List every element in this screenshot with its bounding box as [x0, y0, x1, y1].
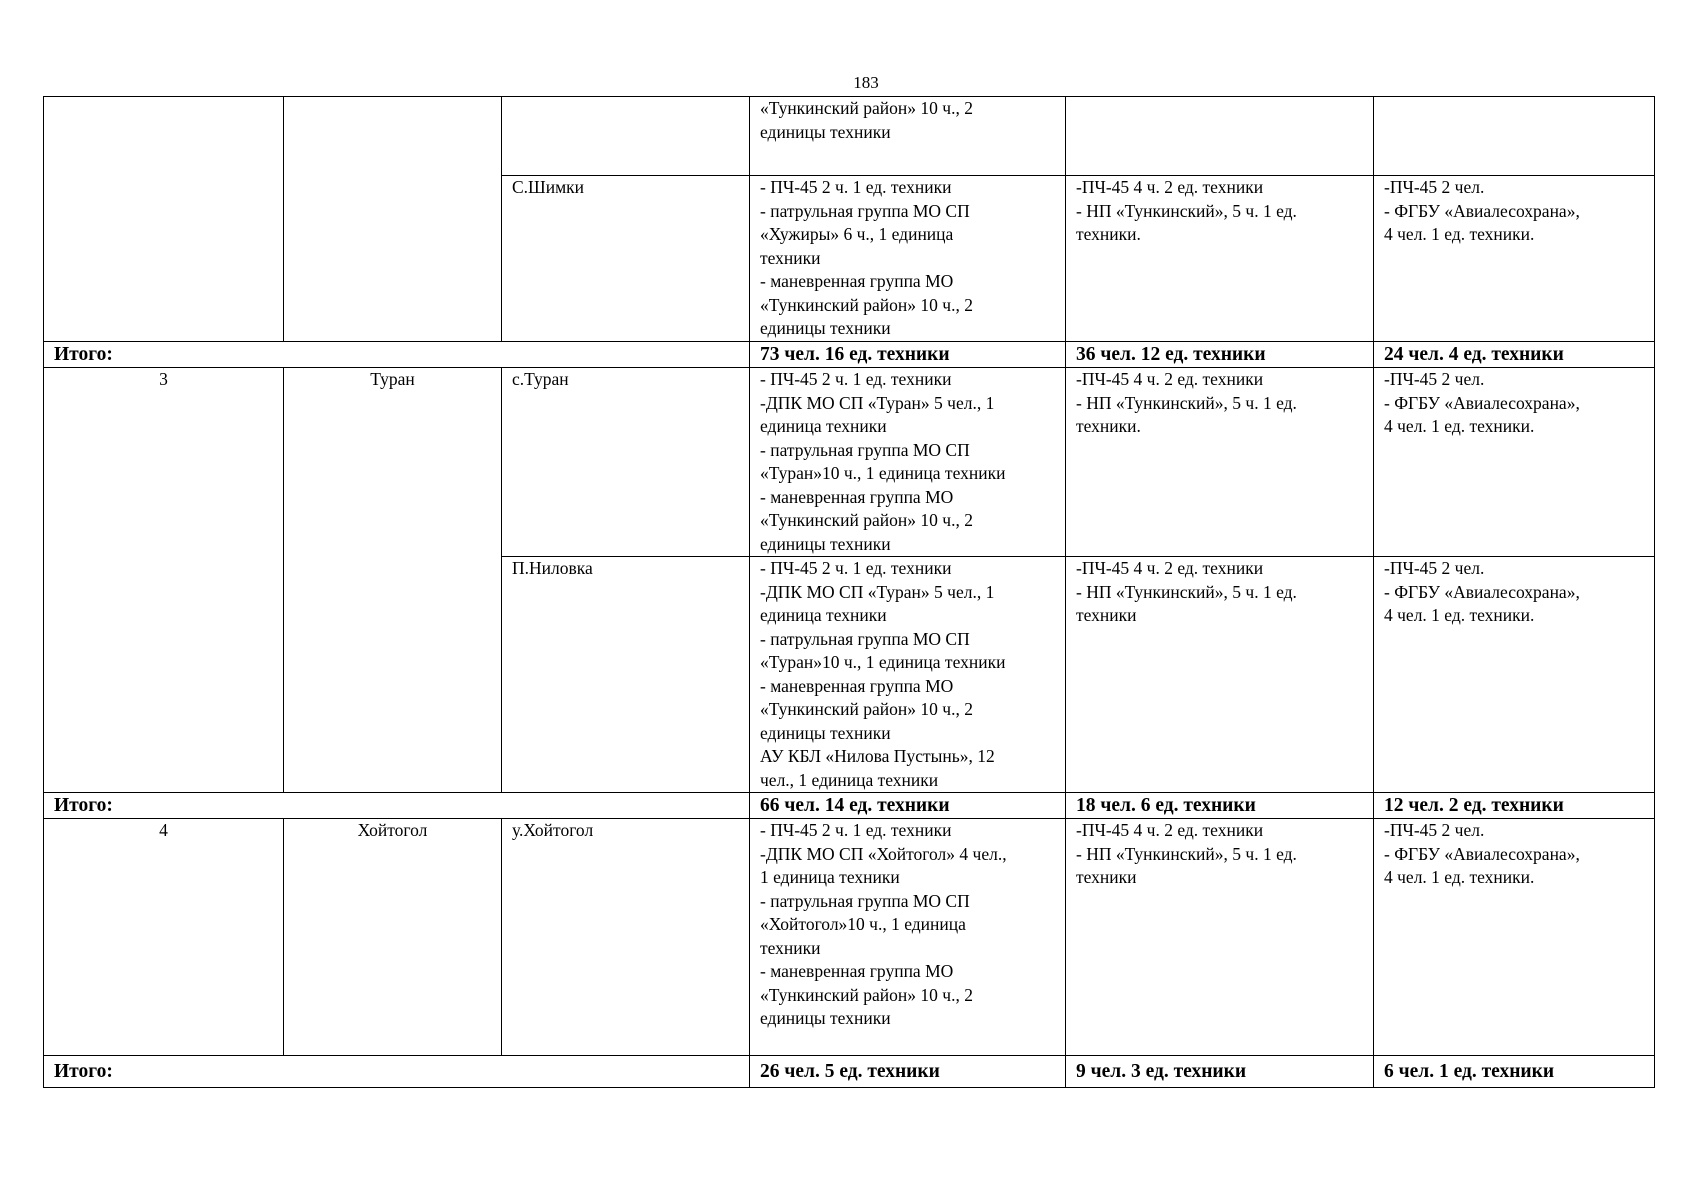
municipality-cell: Туран [284, 368, 502, 793]
forces-primary-cell: «Тункинский район» 10 ч., 2 единицы техники [750, 97, 1066, 176]
forces-reserve-cell: -ПЧ-45 2 чел. - ФГБУ «Авиалесохрана», 4 чел. 1 ед. техники. [1374, 557, 1655, 793]
row-number-cell [44, 97, 284, 342]
total-primary: 66 чел. 14 ед. техники [750, 793, 1066, 819]
total-primary: 73 чел. 16 ед. техники [750, 342, 1066, 368]
total-label: Итого: [44, 793, 750, 819]
total-secondary: 36 чел. 12 ед. техники [1066, 342, 1374, 368]
total-label: Итого: [44, 342, 750, 368]
total-primary: 26 чел. 5 ед. техники [750, 1056, 1066, 1088]
forces-primary-cell: - ПЧ-45 2 ч. 1 ед. техники - патрульная группа МО СП «Хужиры» 6 ч., 1 единица техники - маневренная группа МО «Тункинский район» 10 ч., 2 единицы техники [750, 176, 1066, 342]
forces-primary-cell: - ПЧ-45 2 ч. 1 ед. техники -ДПК МО СП «Туран» 5 чел., 1 единица техники - патрульная группа МО СП «Туран»10 ч., 1 единица техники - маневренная группа МО «Тункинский район» 10 ч., 2 единицы техники [750, 368, 1066, 557]
row-number-cell: 4 [44, 819, 284, 1056]
forces-table [43, 96, 1655, 1088]
forces-primary-cell: - ПЧ-45 2 ч. 1 ед. техники -ДПК МО СП «Туран» 5 чел., 1 единица техники - патрульная группа МО СП «Туран»10 ч., 1 единица техники - маневренная группа МО «Тункинский район» 10 ч., 2 единицы техники АУ КБЛ «Нилова Пустынь», 12 чел., 1 единица техники [750, 557, 1066, 793]
total-secondary: 9 чел. 3 ед. техники [1066, 1056, 1374, 1088]
total-label: Итого: [44, 1056, 750, 1088]
table-row [44, 97, 1655, 176]
total-row [44, 793, 1655, 819]
settlement-cell: у.Хойтогол [502, 819, 750, 1056]
total-row [44, 1056, 1655, 1088]
settlement-cell: П.Ниловка [502, 557, 750, 793]
settlement-cell: С.Шимки [502, 176, 750, 342]
forces-secondary-cell: -ПЧ-45 4 ч. 2 ед. техники - НП «Тункинский», 5 ч. 1 ед. техники [1066, 819, 1374, 1056]
forces-secondary-cell [1066, 97, 1374, 176]
table-row [44, 368, 1655, 557]
forces-reserve-cell: -ПЧ-45 2 чел. - ФГБУ «Авиалесохрана», 4 чел. 1 ед. техники. [1374, 176, 1655, 342]
total-row [44, 342, 1655, 368]
forces-secondary-cell: -ПЧ-45 4 ч. 2 ед. техники - НП «Тункинский», 5 ч. 1 ед. техники [1066, 557, 1374, 793]
total-reserve: 24 чел. 4 ед. техники [1374, 342, 1655, 368]
total-reserve: 12 чел. 2 ед. техники [1374, 793, 1655, 819]
settlement-cell: с.Туран [502, 368, 750, 557]
table-row [44, 819, 1655, 1056]
row-number-cell: 3 [44, 368, 284, 793]
total-reserve: 6 чел. 1 ед. техники [1374, 1056, 1655, 1088]
forces-secondary-cell: -ПЧ-45 4 ч. 2 ед. техники - НП «Тункинский», 5 ч. 1 ед. техники. [1066, 368, 1374, 557]
total-secondary: 18 чел. 6 ед. техники [1066, 793, 1374, 819]
municipality-cell: Хойтогол [284, 819, 502, 1056]
municipality-cell [284, 97, 502, 342]
settlement-cell [502, 97, 750, 176]
forces-secondary-cell: -ПЧ-45 4 ч. 2 ед. техники - НП «Тункинский», 5 ч. 1 ед. техники. [1066, 176, 1374, 342]
forces-primary-cell: - ПЧ-45 2 ч. 1 ед. техники -ДПК МО СП «Хойтогол» 4 чел., 1 единица техники - патрульная группа МО СП «Хойтогол»10 ч., 1 единица техники - маневренная группа МО «Тункинский район» 10 ч., 2 единицы техники [750, 819, 1066, 1056]
forces-reserve-cell: -ПЧ-45 2 чел. - ФГБУ «Авиалесохрана», 4 чел. 1 ед. техники. [1374, 819, 1655, 1056]
page-number: 183 [853, 73, 879, 92]
forces-reserve-cell [1374, 97, 1655, 176]
forces-reserve-cell: -ПЧ-45 2 чел. - ФГБУ «Авиалесохрана», 4 чел. 1 ед. техники. [1374, 368, 1655, 557]
